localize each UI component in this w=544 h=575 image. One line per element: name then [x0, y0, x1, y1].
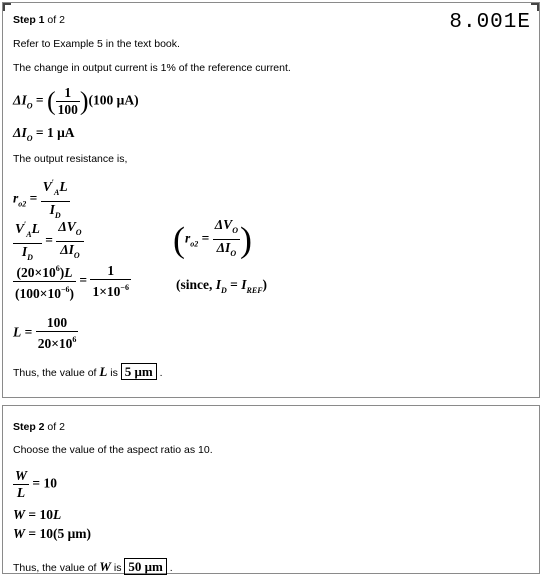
conclusion-end: . — [156, 367, 163, 379]
problem-number: 8.001E — [449, 11, 531, 34]
equation-ratio: $\frac{V'_AL}{I_D}$ = $\frac{\Delta V_O}{\Delta I_O}$ — [15, 219, 82, 262]
step-label: Step 2 — [13, 421, 45, 433]
step-count: of 2 — [44, 14, 65, 26]
step-2-panel — [2, 405, 540, 574]
conclusion-variable: L — [99, 364, 108, 379]
equation-delta-io-result: $\Delta I_O = 1$ μA — [13, 125, 75, 143]
conclusion-prefix: Thus, the value of — [13, 562, 100, 574]
equation-substitution: $\frac{(20\times 10^6)L}{(100\times 10^{-6})}$ = $\frac{1}{1\times 10^{-6}}$ — [15, 263, 129, 301]
resistance-text: The output resistance is, — [13, 153, 128, 165]
equation-w-10l: W = 10L — [13, 507, 62, 522]
equation-ro2: $r_{o2}$ = $\frac{V'_AL}{I_D}$ — [13, 175, 70, 224]
equation-aspect-ratio: $\frac{W}{L}$ = 10 — [15, 468, 57, 500]
equation-l: L = $\frac{100}{20\times 10^6}$ — [13, 315, 77, 351]
step-1-conclusion — [13, 363, 163, 380]
since-label: (since, — [176, 277, 216, 292]
answer-box: 5 μm — [121, 363, 157, 380]
intro-text: Refer to Example 5 in the text book. — [13, 38, 180, 50]
step-1-heading — [13, 14, 65, 27]
intro-text: Choose the value of the aspect ratio as 10. — [13, 444, 213, 456]
corner-mark — [531, 3, 539, 11]
step-2-heading — [13, 421, 65, 434]
equation-delta-io: $\Delta I_O$ = ( $\frac{1}{100}$ )(100 μA) — [13, 85, 139, 117]
step-count: of 2 — [44, 421, 65, 433]
conclusion-is: is — [110, 562, 125, 574]
conclusion-variable: W — [99, 559, 111, 574]
conclusion-prefix: Thus, the value of — [13, 367, 100, 379]
step-label: Step 1 — [13, 14, 45, 26]
change-text: The change in output current is 1% of the reference current. — [13, 62, 291, 74]
equation-w-value: W = 10(5 μm) — [13, 526, 91, 541]
step-2-conclusion — [13, 558, 173, 575]
answer-box: 50 μm — [124, 558, 166, 575]
conclusion-end: . — [166, 562, 173, 574]
conclusion-is: is — [107, 367, 121, 379]
corner-mark — [3, 3, 11, 11]
step-1-panel — [2, 2, 540, 398]
equation-since-note: (since, $I_D = I_{REF}$) — [176, 277, 268, 295]
equation-ro2-definition: ($r_{o2}$ = $\frac{\Delta V_O}{\Delta I_O}$ ) — [173, 217, 252, 260]
